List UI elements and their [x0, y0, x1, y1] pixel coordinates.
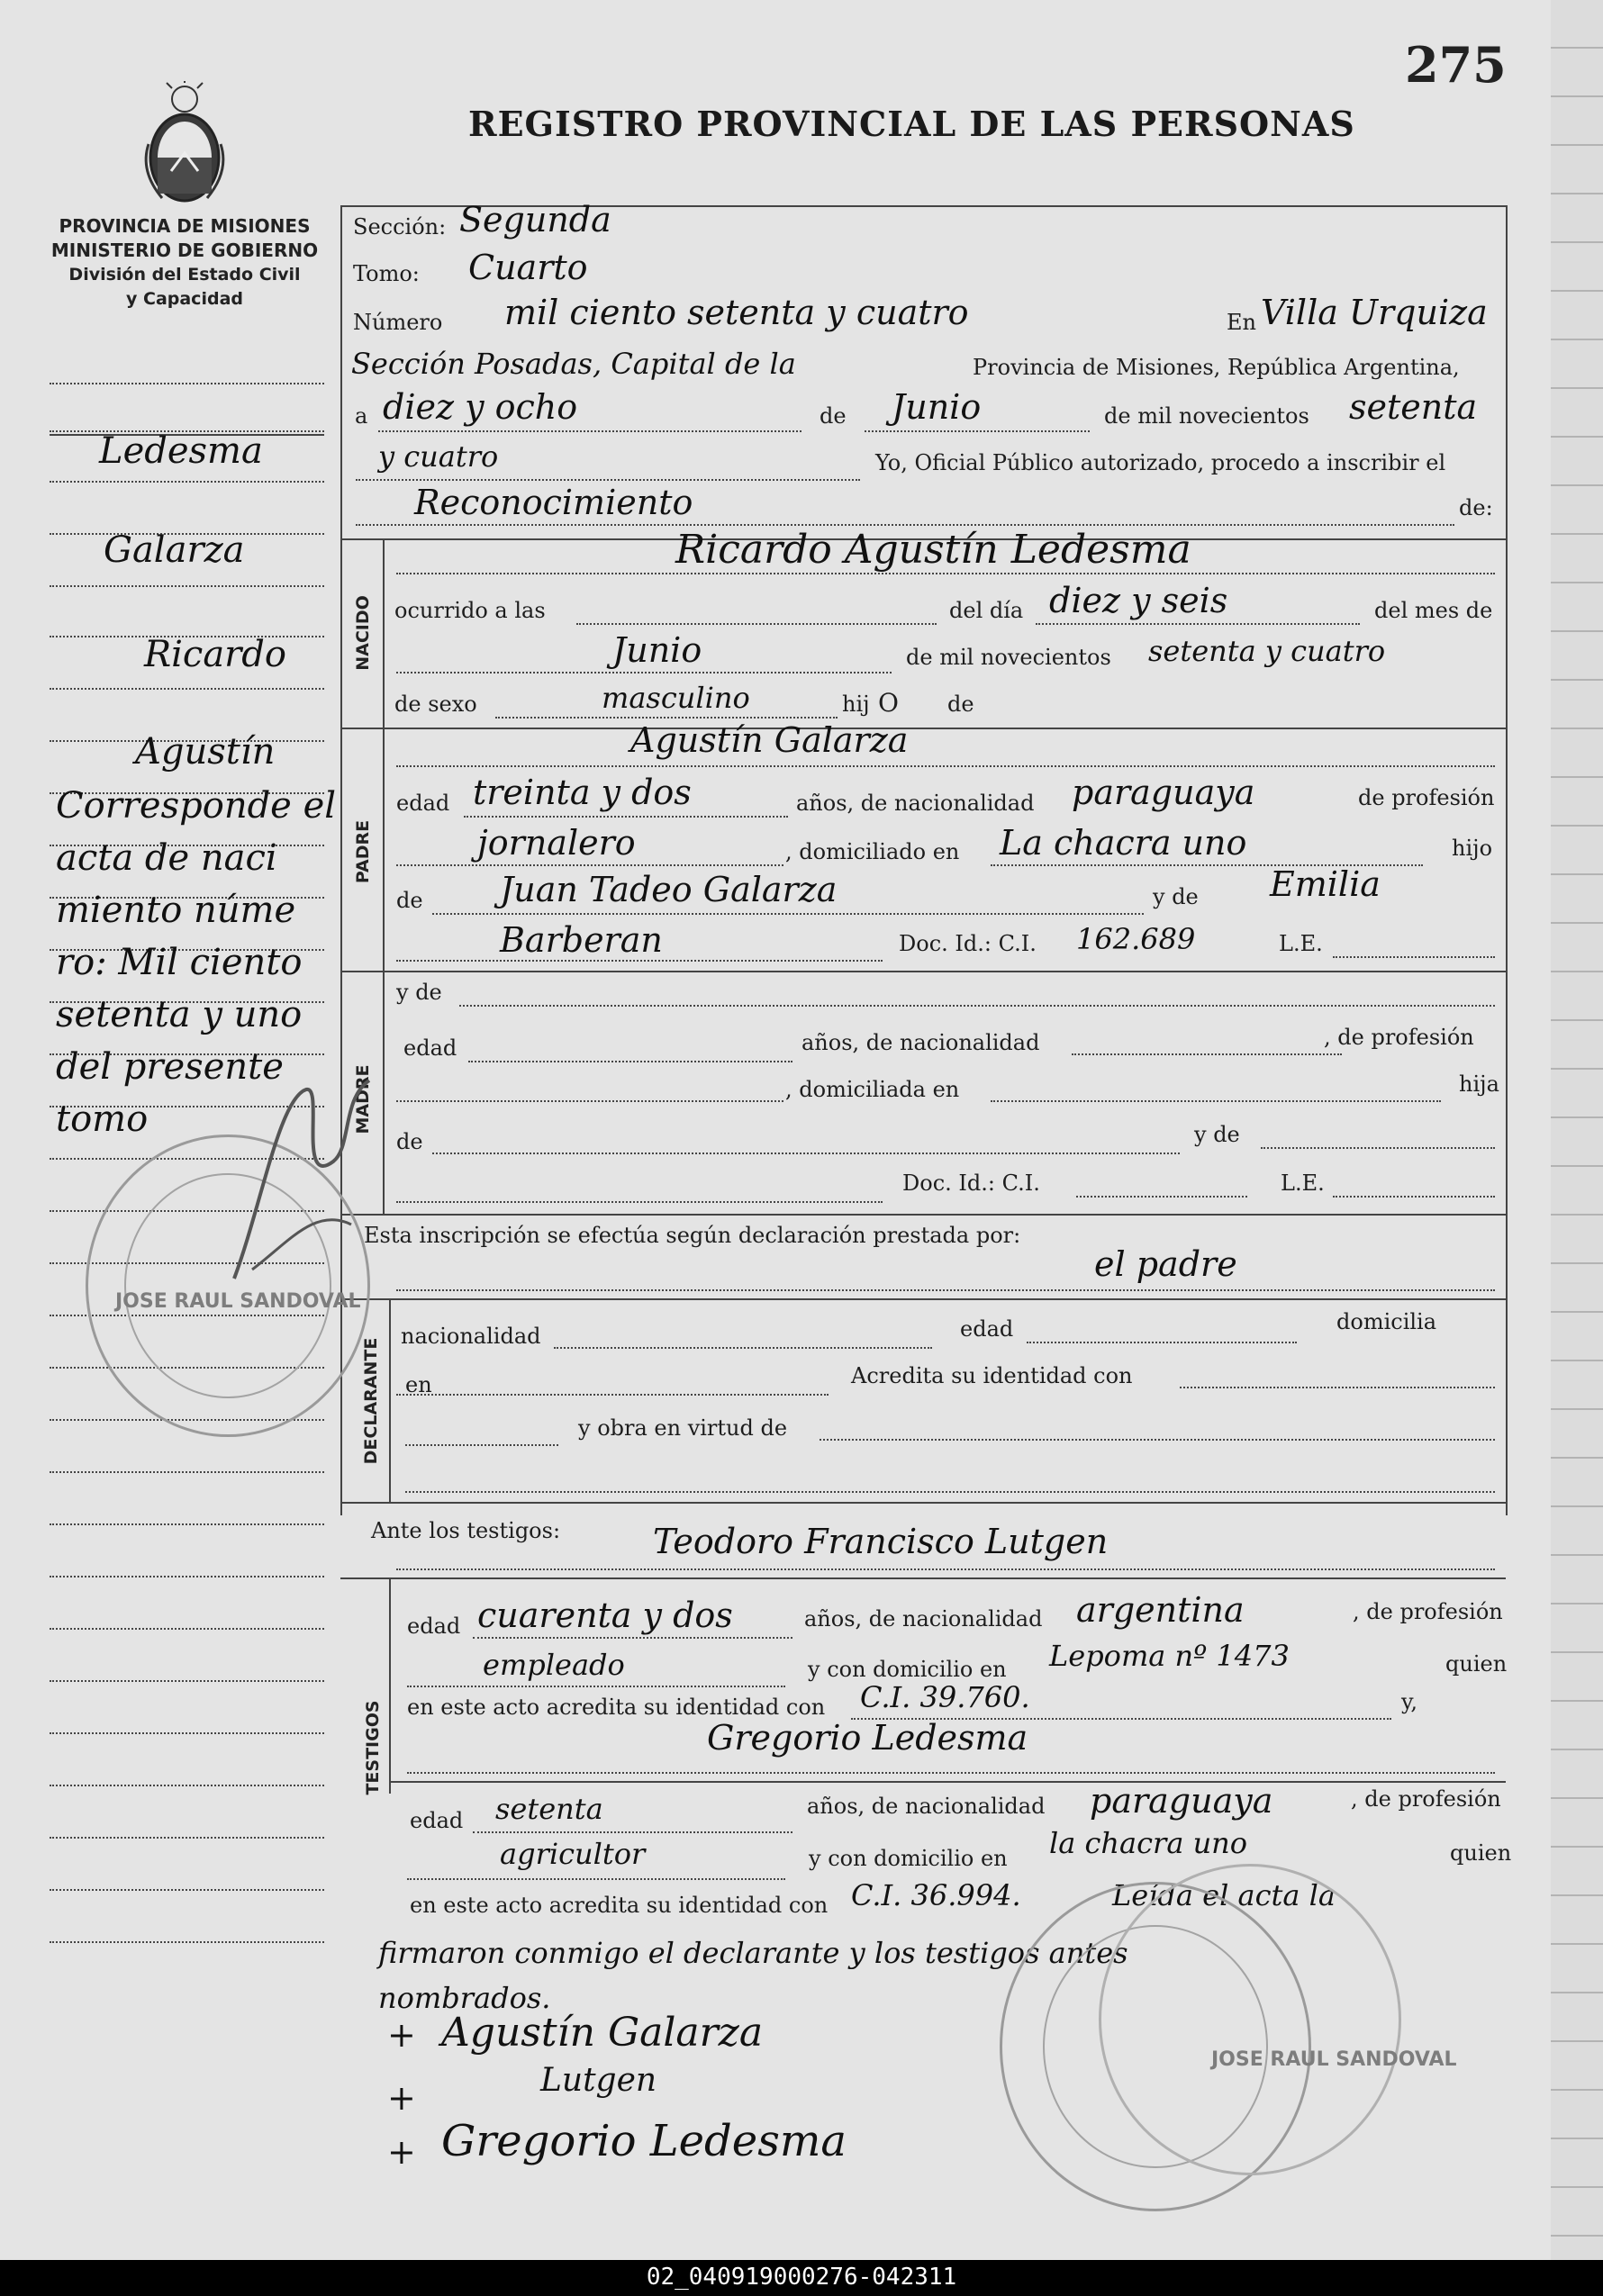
testigos-intro-label: Ante los testigos:	[371, 1518, 561, 1543]
sexo-label: de sexo	[394, 692, 477, 717]
numero-label: Número	[353, 310, 443, 335]
padre-le-label: L.E.	[1279, 931, 1323, 956]
madre-profesion-label: , de profesión	[1324, 1025, 1474, 1050]
padre-madre-value: Emilia	[1270, 864, 1381, 904]
issuer-block	[36, 214, 333, 312]
section-divider	[340, 1502, 1506, 1504]
padre-padre-value: Juan Tadeo Galarza	[500, 870, 838, 909]
padre-y-de-label: y de	[1153, 884, 1199, 909]
padre-divider	[383, 728, 385, 971]
testigo1-y-label: y,	[1401, 1689, 1417, 1714]
padre-doc-label: Doc. Id.: C.I.	[899, 931, 1037, 956]
acto-de-label: de:	[1459, 495, 1493, 520]
testigo1-acredita-label: en este acto acredita su identidad con	[407, 1695, 826, 1720]
stamp-right-name: JOSE RAUL SANDOVAL	[1211, 2048, 1457, 2071]
margin-note-middlename: Agustín	[135, 731, 276, 773]
testigo1-domicilio-label: y con domicilio en	[808, 1657, 1007, 1682]
declarante-divider	[389, 1298, 391, 1502]
fecha-de-label: de	[820, 403, 847, 429]
padre-nacionalidad-value: paraguaya	[1072, 773, 1255, 812]
nacido-divider	[383, 538, 385, 728]
testigo2-profesion-label: , de profesión	[1351, 1786, 1501, 1812]
signature-agustin-galarza: Agustín Galarza	[441, 2010, 764, 2056]
footer-filename: 02_040919000276-042311	[646, 2264, 957, 2291]
madre-padres-de-label: de	[396, 1129, 423, 1154]
margin-note-line5: setenta y uno	[56, 994, 303, 1035]
testigo2-profesion-value: agricultor	[500, 1837, 646, 1871]
padre-nombre-value: Agustín Galarza	[630, 720, 909, 760]
section-divider	[340, 1298, 1506, 1300]
cierre-line1: Leída el acta la	[1112, 1878, 1336, 1912]
hijo-label: hij	[842, 692, 870, 717]
madre-nacionalidad-label: años, de nacionalidad	[802, 1030, 1040, 1055]
tomo-value: Cuarto	[468, 248, 588, 287]
padre-padres-de-label: de	[396, 888, 423, 913]
signature-mark-3: +	[387, 2132, 416, 2172]
cierre-line3: nombrados.	[378, 1981, 551, 2015]
madre-edad-label: edad	[403, 1035, 457, 1061]
padre-doc-value: 162.689	[1076, 922, 1196, 956]
stamp-left-name: JOSE RAUL SANDOVAL	[115, 1290, 361, 1313]
dia-nac-value: diez y seis	[1049, 581, 1228, 620]
declarante-label: DECLARANTE	[361, 1337, 381, 1465]
issuer-ministry: MINISTERIO DE GOBIERNO	[50, 240, 319, 261]
margin-note-line2: acta de naci	[56, 837, 277, 879]
fecha-a-label: a	[355, 403, 368, 429]
lugar-cont-value: Sección Posadas, Capital de la	[351, 347, 796, 381]
testigo2-acredita-label: en este acto acredita su identidad con	[410, 1893, 829, 1918]
nombre-value: Ricardo Agustín Ledesma	[675, 527, 1191, 573]
testigo2-edad-label: edad	[410, 1808, 464, 1833]
seccion-label: Sección:	[353, 214, 447, 240]
madre-y-de-label: y de	[396, 980, 442, 1005]
margin-note-line4: ro: Mil ciento	[56, 942, 303, 983]
oficial-label: Yo, Oficial Público autorizado, procedo a inscribir el	[875, 450, 1446, 475]
numero-value: mil ciento setenta y cuatro	[504, 293, 969, 332]
mil-novecientos-nac-label: de mil novecientos	[906, 645, 1111, 670]
signature-lutgen: Lutgen	[540, 2062, 657, 2099]
testigo2-nacionalidad-label: años, de nacionalidad	[807, 1794, 1046, 1819]
padre-profesion-label: de profesión	[1358, 785, 1495, 810]
del-mes-label: del mes de	[1374, 598, 1493, 623]
cierre-line2: firmaron conmigo el declarante y los testigos antes	[378, 1936, 1128, 1970]
padre-madre-cont-value: Barberan	[500, 920, 663, 960]
testigo1-doc-value: C.I. 39.760.	[860, 1680, 1030, 1714]
padre-edad-value: treinta y dos	[473, 773, 692, 812]
nacido-label: NACIDO	[353, 595, 373, 671]
seccion-value: Segunda	[459, 200, 611, 240]
declarante-obra-label: y obra en virtud de	[578, 1415, 788, 1441]
mes-value: Junio	[892, 387, 982, 427]
section-divider	[389, 1781, 1506, 1783]
inscripcion-label: Esta inscripción se efectúa según declaración prestada por:	[364, 1223, 1021, 1248]
mes-nac-value: Junio	[612, 630, 702, 670]
page-title: REGISTRO PROVINCIAL DE LAS PERSONAS	[468, 104, 1355, 144]
testigo1-edad-value: cuarenta y dos	[477, 1595, 733, 1635]
ocurrido-label: ocurrido a las	[394, 598, 546, 623]
section-divider	[340, 1577, 1506, 1579]
madre-le-label: L.E.	[1281, 1171, 1325, 1196]
section-divider	[340, 1214, 1506, 1216]
padre-label: PADRE	[353, 819, 373, 884]
tomo-label: Tomo:	[353, 261, 420, 286]
official-signature-scribble-left	[207, 1062, 387, 1297]
anio-cont-value: y cuatro	[378, 439, 499, 474]
declarante-en-label: en	[405, 1372, 432, 1397]
declarante-domicilia-label: domicilia	[1336, 1309, 1437, 1334]
testigo2-nombre-value: Gregorio Ledesma	[707, 1718, 1028, 1758]
anio-value: setenta	[1349, 387, 1478, 427]
padre-nacionalidad-label: años, de nacionalidad	[796, 791, 1035, 816]
signature-loop-right	[1099, 1864, 1401, 2175]
issuer-division: División del Estado Civil	[68, 265, 301, 285]
del-dia-label: del día	[949, 598, 1024, 623]
provincia-label: Provincia de Misiones, República Argentina,	[973, 355, 1460, 380]
margin-note-line3: miento núme	[56, 890, 296, 931]
anio-nac-value: setenta y cuatro	[1148, 634, 1386, 668]
testigo2-domicilio-value: la chacra uno	[1049, 1826, 1248, 1860]
declarante-edad-label: edad	[960, 1316, 1014, 1342]
declarante-value: el padre	[1094, 1244, 1237, 1284]
padre-profesion-value: jornalero	[477, 823, 636, 863]
testigo2-doc-value: C.I. 36.994.	[851, 1878, 1021, 1912]
madre-y-de2-label: y de	[1194, 1122, 1240, 1147]
lugar-value: Villa Urquiza	[1261, 293, 1488, 332]
declarante-nacionalidad-label: nacionalidad	[401, 1324, 541, 1349]
hijo-de-label: de	[947, 692, 974, 717]
padre-domiciliado-label: , domiciliado en	[785, 839, 960, 864]
madre-domiciliada-label: , domiciliada en	[785, 1077, 960, 1102]
testigo2-nacionalidad-value: paraguaya	[1090, 1781, 1273, 1821]
adjacent-ledger-edge	[1551, 0, 1603, 2260]
margin-note-line1: Corresponde el	[56, 785, 337, 827]
madre-label: MADRE	[353, 1064, 373, 1134]
dia-value: diez y ocho	[383, 387, 578, 427]
testigo1-nacionalidad-value: argentina	[1076, 1590, 1245, 1630]
issuer-province: PROVINCIA DE MISIONES	[59, 215, 311, 237]
testigo2-edad-value: setenta	[495, 1792, 603, 1826]
hijo-suffix: O	[878, 688, 899, 718]
margin-note-surname: Ledesma	[99, 430, 263, 472]
mil-novecientos-label: de mil novecientos	[1104, 403, 1309, 429]
testigo1-quien-label: quien	[1445, 1651, 1508, 1677]
en-label: En	[1227, 310, 1256, 335]
padre-hijo-label: hijo	[1452, 836, 1493, 861]
testigo1-nacionalidad-label: años, de nacionalidad	[804, 1606, 1043, 1632]
testigo1-profesion-value: empleado	[483, 1648, 625, 1682]
testigo1-profesion-label: , de profesión	[1353, 1599, 1503, 1624]
signature-mark-2: +	[387, 2078, 416, 2118]
coat-of-arms-emblem	[135, 81, 234, 207]
testigo2-domicilio-label: y con domicilio en	[809, 1846, 1008, 1871]
margin-note-line7: tomo	[56, 1098, 149, 1140]
signature-gregorio-ledesma: Gregorio Ledesma	[441, 2116, 847, 2166]
madre-hija-label: hija	[1459, 1071, 1499, 1097]
issuer-division-cont: y Capacidad	[126, 289, 243, 309]
acto-value: Reconocimiento	[414, 483, 693, 522]
margin-note-firstname: Ricardo	[144, 634, 286, 675]
section-divider	[340, 728, 1506, 729]
signature-mark-1: +	[387, 2015, 416, 2055]
declarante-acredita-label: Acredita su identidad con	[851, 1363, 1133, 1388]
sexo-value: masculino	[602, 681, 750, 715]
madre-doc-label: Doc. Id.: C.I.	[902, 1171, 1040, 1196]
section-divider	[340, 971, 1506, 972]
testigos-label: TESTIGOS	[363, 1700, 383, 1795]
page-number: 275	[1405, 36, 1507, 94]
testigo1-domicilio-value: Lepoma nº 1473	[1049, 1639, 1290, 1673]
padre-edad-label: edad	[396, 791, 450, 816]
testigo2-quien-label: quien	[1450, 1840, 1512, 1866]
margin-note-line6: del presente	[56, 1046, 284, 1088]
testigo1-nombre-value: Teodoro Francisco Lutgen	[653, 1522, 1109, 1561]
main-frame-right-border	[1506, 205, 1508, 1515]
testigo1-edad-label: edad	[407, 1614, 461, 1639]
padre-domicilio-value: La chacra uno	[1000, 823, 1247, 863]
margin-note-surname2: Galarza	[104, 529, 245, 571]
testigos-divider	[389, 1577, 391, 1794]
